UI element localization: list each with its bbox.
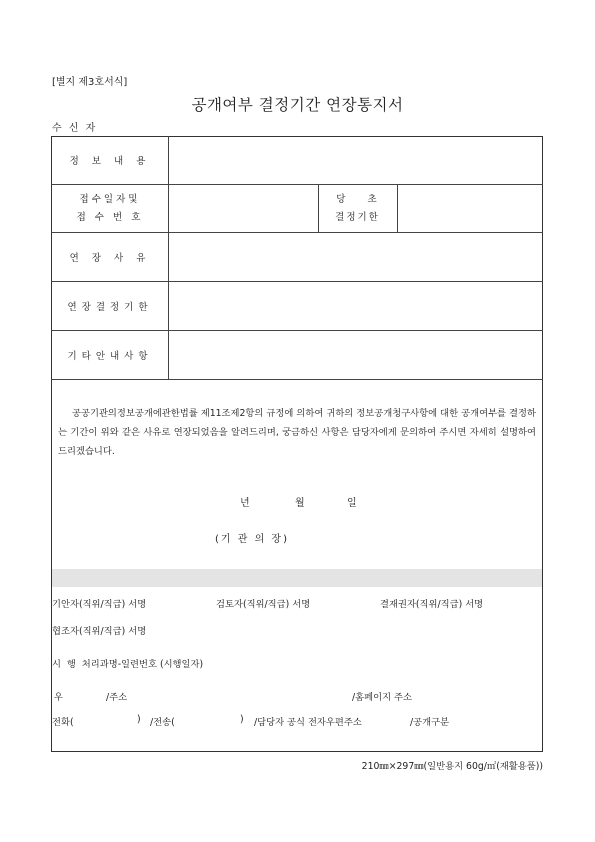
row-divider <box>51 330 543 331</box>
row-divider <box>51 184 543 185</box>
recipient-label: 수 신 자 <box>52 123 98 134</box>
extension-reason-label: 연 장 사 유 <box>69 253 151 264</box>
org-head: (기 관 의 장) <box>215 534 289 545</box>
phone-label: 전화( <box>52 717 74 728</box>
form-number: [별지 제3호서식] <box>52 77 128 88</box>
date-year: 년 <box>240 498 250 509</box>
row-divider <box>51 281 543 282</box>
original-deadline-label <box>318 191 397 227</box>
receipt-label-line2: 접 수 번 호 <box>76 212 144 223</box>
cooperator-sign: 협조자(직위/직급) 서명 <box>52 626 147 637</box>
row-divider <box>51 379 543 380</box>
column-divider <box>168 136 169 379</box>
homepage-label: /홈페이지 주소 <box>352 692 412 703</box>
row-divider <box>51 232 543 233</box>
column-divider <box>397 184 398 232</box>
other-info-label: 기타안내사항 <box>67 351 153 362</box>
postal-code-label: 우 <box>54 692 63 703</box>
disclosure-label: /공개구분 <box>410 717 450 728</box>
reviewer-sign: 검토자(직위/직급) 서명 <box>216 599 311 610</box>
approver-sign: 결재권자(직위/직급) 서명 <box>380 599 484 610</box>
date-day: 일 <box>347 498 357 509</box>
info-content-label: 정 보 내 용 <box>69 156 151 167</box>
email-label: /담당자 공식 전자우편주소 <box>254 717 362 728</box>
fax-close: ) <box>240 714 244 725</box>
address-label: /주소 <box>106 692 128 703</box>
notice-body: 공공기관의정보공개에관한법률 제11조제2항의 규정에 의하여 귀하의 정보공개청구사항에 대한 공개여부를 결정하는 기간이 위와 같은 사유로 연장되었음을 알려드리며, 궁금하신 사항은 담당자에게 문의하여 주시면 자세히 설명하여 드리겠습니다. <box>58 408 536 457</box>
extended-deadline-label: 연장결정기한 <box>67 302 153 313</box>
page-title: 공개여부 결정기간 연장통지서 <box>191 96 404 114</box>
receipt-label <box>52 191 168 227</box>
enforcement-line: 시 행 처리과명-일련번호 (시행일자) <box>52 659 204 670</box>
fax-label: /전송( <box>150 717 175 728</box>
paper-spec: 210㎜×297㎜(일반용지 60g/㎡(재활용품)) <box>361 761 543 772</box>
original-label-line2: 결정기한 <box>335 212 380 223</box>
shaded-band <box>52 569 542 587</box>
receipt-label-line1: 접수일자및 <box>79 194 141 205</box>
date-month: 월 <box>295 498 305 509</box>
phone-close: ) <box>137 714 141 725</box>
original-label-line1: 당 초 <box>336 194 379 205</box>
drafter-sign: 기안자(직위/직급) 서명 <box>52 599 147 610</box>
